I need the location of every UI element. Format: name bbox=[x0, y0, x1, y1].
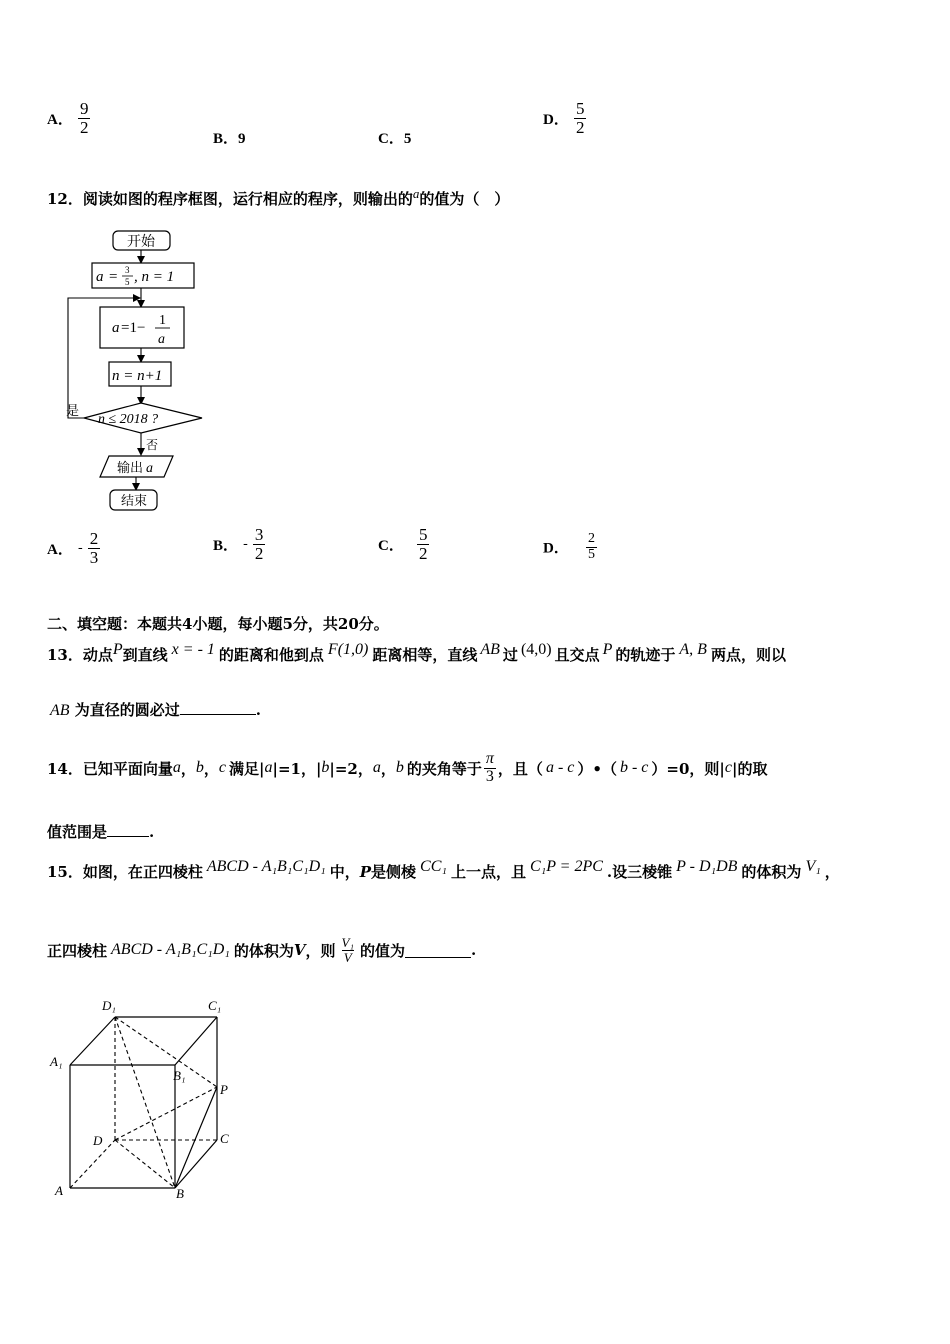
label-c: C bbox=[220, 1131, 229, 1146]
q11-option-d-label: D． bbox=[543, 111, 569, 128]
flow-start-text: 开始 bbox=[127, 235, 155, 250]
flow-init-num: 3 bbox=[125, 265, 130, 275]
q11-option-d-fraction: $\frac{5}{2}$ bbox=[575, 99, 585, 137]
label-b1: B₁ bbox=[173, 1068, 186, 1083]
flow-assign-mid: =1− bbox=[121, 320, 146, 336]
q12-option-a-fraction: $\frac{2}{3}$ bbox=[89, 529, 99, 567]
q11-option-a-label: A． bbox=[47, 111, 73, 128]
q15-answer-blank[interactable] bbox=[405, 943, 471, 958]
flow-output-var: a bbox=[146, 461, 153, 476]
q12-option-c-fraction: $\frac{5}{2}$ bbox=[418, 525, 428, 563]
q11-option-b: B．9 bbox=[213, 131, 246, 147]
edge-b1-c1 bbox=[175, 1017, 217, 1065]
flow-no-label: 否 bbox=[146, 438, 159, 452]
q13-line2: AB 为直径的圆必过 . bbox=[50, 701, 262, 719]
flow-increment-text: n = n+1 bbox=[112, 368, 163, 384]
q13-line1: 13．动点$^P$到直线 $^{x = - 1}$ 的距离和他到点 $^{F(1,0)}$ 距离相等，直线 $^{AB}$ 过 $^{(4,0)}$ 且交点 $^P$ 的轨迹于 $^{A, B}$ 两点，则以 bbox=[47, 641, 786, 664]
q14-line2: 值范围是 . bbox=[47, 823, 155, 841]
q12-option-b-fraction: $\frac{3}{2}$ bbox=[254, 525, 264, 563]
label-d: D bbox=[93, 1133, 103, 1148]
flow-decision-text: n ≤ 2018 ? bbox=[98, 412, 159, 427]
q15-line2: 正四棱柱 ABCD - A₁B₁C₁D₁ 的体积为 V ，则 $\frac{\text{V₁}}{V}$ 的值为 . bbox=[47, 934, 477, 965]
label-c1: C₁ bbox=[208, 998, 222, 1013]
q15-prism-figure bbox=[45, 990, 245, 1205]
label-p: P bbox=[220, 1082, 228, 1097]
label-d1: D₁ bbox=[102, 998, 116, 1013]
q14-line1: 14．已知平面向量 a ， b ， c 满足| a |=1，| b |=2， a ， b 的夹角等于 $\frac{\pi}{3}$ ，且（ a - c ）•（ b - c ）=0，则| c |的取 bbox=[47, 749, 768, 785]
q15-ratio-fraction: $\frac{\text{V₁}}{V}$ bbox=[341, 934, 354, 965]
q14-answer-blank[interactable] bbox=[107, 822, 149, 837]
flow-output-prefix: 输出 bbox=[117, 460, 144, 475]
section2-heading: 二、填空题：本题共4小题，每小题5分，共20分。 bbox=[47, 615, 389, 633]
q12-option-c: C． $\frac{5}{2}$ bbox=[378, 525, 428, 563]
flow-init-den: 5 bbox=[125, 277, 130, 287]
label-a: A bbox=[55, 1183, 63, 1198]
q11-option-d bbox=[543, 100, 586, 137]
flow-assign-a: a bbox=[112, 320, 120, 336]
flow-yes-label: 是 bbox=[66, 403, 80, 418]
flow-init-n: , n = 1 bbox=[134, 269, 175, 285]
q11-option-a-fraction: $\frac{9}{2}$ bbox=[79, 99, 89, 137]
q14-angle-fraction: $\frac{\pi}{3}$ bbox=[485, 749, 494, 785]
q12-option-a: A． - $\frac{2}{3}$ bbox=[47, 529, 99, 567]
label-a1: A₁ bbox=[50, 1054, 63, 1069]
q12-stem: 12．阅读如图的程序框图，运行相应的程序，则输出的$^a$的值为（ ） bbox=[47, 186, 510, 208]
q11-option-c: C．5 bbox=[378, 131, 412, 147]
flow-assign-den: a bbox=[158, 332, 165, 347]
flow-init-eq: = bbox=[109, 269, 118, 285]
flow-assign-num: 1 bbox=[159, 313, 166, 328]
label-b: B bbox=[176, 1186, 184, 1201]
q12-option-b: B． - $\frac{3}{2}$ bbox=[213, 525, 264, 563]
edge-b-p bbox=[175, 1087, 217, 1188]
edge-d-p-dashed bbox=[115, 1087, 217, 1140]
edge-d1-b-dashed bbox=[115, 1017, 175, 1188]
edge-a1-d1 bbox=[70, 1017, 115, 1065]
flow-init-a: a bbox=[96, 269, 104, 285]
q15-line1: 15．如图，在正四棱柱 $^{ABCD - A_1B_1C_1D_1}$ 中，P是侧棱 $^{CC_1}$ 上一点，且 $^{C_1P = 2PC}$ .设三棱锥 $^{P - D_1DB}$ 的体积为 $^{V_1}$ ， bbox=[47, 858, 840, 881]
q12-option-d-fraction: $\frac{2}{5}$ bbox=[587, 531, 595, 562]
flow-end-text: 结束 bbox=[120, 493, 148, 508]
q12-option-d: D． $\frac{2}{5}$ bbox=[543, 531, 595, 562]
q12-flowchart bbox=[60, 225, 220, 517]
q13-answer-blank[interactable] bbox=[180, 700, 256, 715]
q11-option-a bbox=[47, 100, 90, 137]
edge-d1-p-dashed bbox=[115, 1017, 217, 1087]
edge-b-c bbox=[175, 1140, 217, 1188]
